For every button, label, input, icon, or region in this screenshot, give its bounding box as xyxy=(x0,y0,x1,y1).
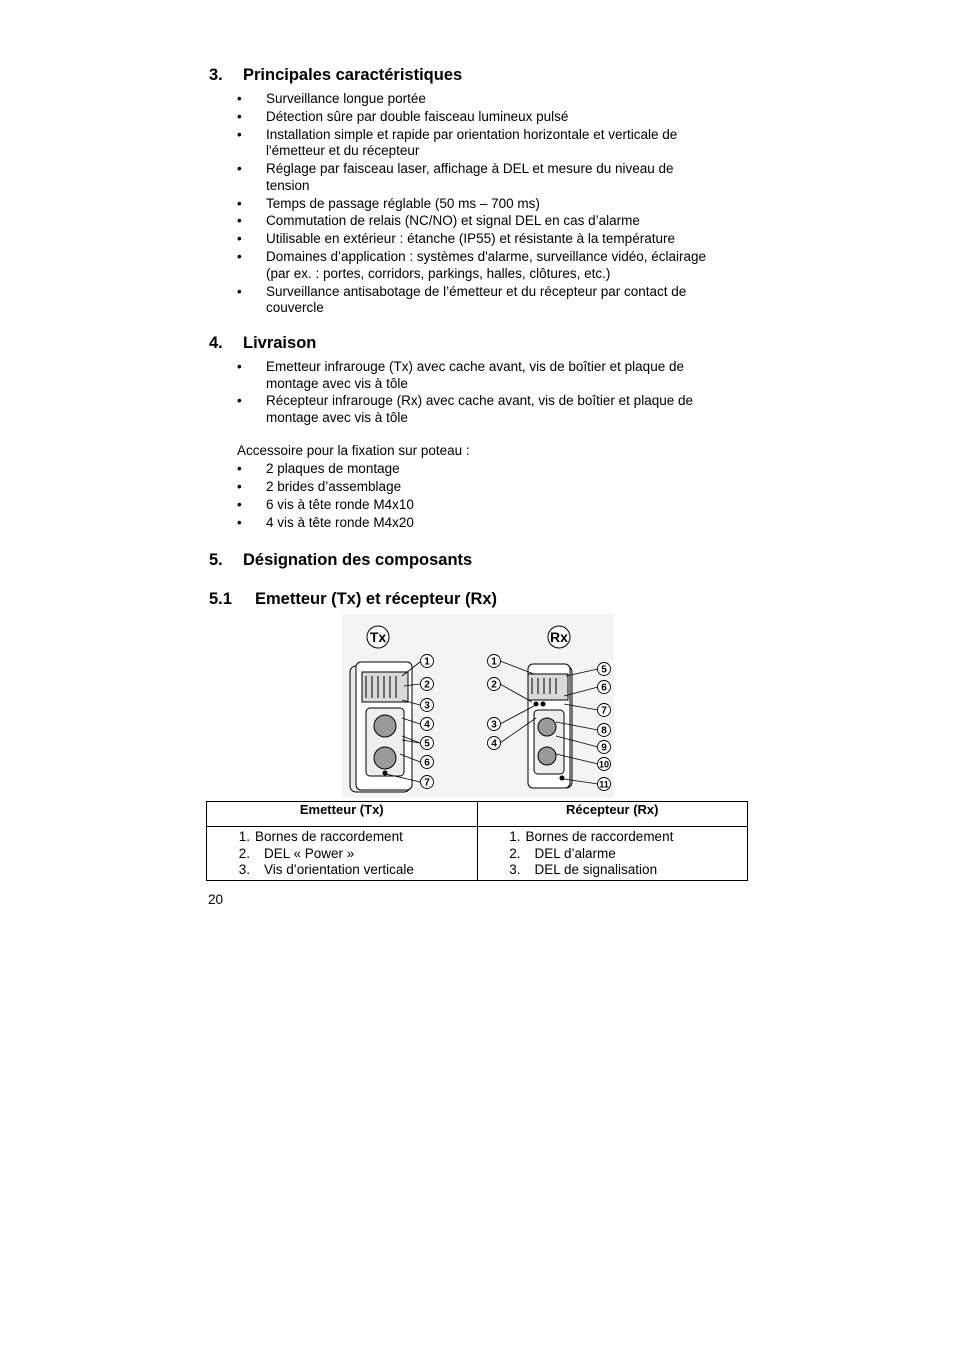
section-5-1-heading xyxy=(209,590,498,609)
list-item: • Surveillance longue portée xyxy=(237,91,426,106)
accessory-list xyxy=(237,461,717,533)
section-number: 4. xyxy=(209,334,223,352)
rx-components-cell xyxy=(477,827,748,881)
section-title: Désignation des composants xyxy=(243,551,473,569)
list-item: • 6 vis à tête ronde M4x10 xyxy=(237,496,414,512)
rx-callout-6: 6 xyxy=(601,682,607,694)
tx-callout-2: 2 xyxy=(424,679,430,691)
tx-components-cell xyxy=(207,827,478,881)
list-item: • 2 plaques de montage xyxy=(237,461,400,476)
list-item: • Détection sûre par double faisceau lumineux pulsé xyxy=(237,108,569,124)
section-number: 3. xyxy=(209,66,223,84)
column-header-rx: Récepteur (Rx) xyxy=(477,802,748,827)
rx-callout-8: 8 xyxy=(601,725,607,737)
rx-callout-7: 7 xyxy=(601,705,607,717)
list-item: • Installation simple et rapide par orientation horizontale et verticale de l'émetteur et du récepteur xyxy=(237,126,678,159)
tx-label: Tx xyxy=(369,629,387,645)
page-number: 20 xyxy=(208,892,224,907)
list-item: • Domaines d’application : systèmes d'alarme, surveillance vidéo, éclairage (par ex. : portes, corridors, parkings, halles, clôtures, etc.) xyxy=(237,249,707,281)
list-item: • Emetteur infrarouge (Tx) avec cache avant, vis de boîtier et plaque de montage avec vis à tôle xyxy=(237,359,684,391)
list-item: • Surveillance antisabotage de l’émetteur et du récepteur par contact de couvercle xyxy=(237,283,687,316)
list-item: • Temps de passage réglable (50 ms – 700 ms) xyxy=(237,195,540,211)
rx-callout-4: 4 xyxy=(491,738,497,750)
list-item: 2. DEL « Power » xyxy=(238,845,355,861)
tx-callout-7: 7 xyxy=(424,777,430,789)
section-title: Principales caractéristiques xyxy=(243,66,463,84)
section-title: Emetteur (Tx) et récepteur (Rx) xyxy=(255,590,498,608)
rx-callout-10: 10 xyxy=(598,759,610,770)
rx-label: Rx xyxy=(550,629,568,645)
tx-callout-1: 1 xyxy=(424,656,430,668)
rx-callout-11: 11 xyxy=(599,779,609,790)
section-title: Livraison xyxy=(243,334,317,352)
list-item: 3. Vis d’orientation verticale xyxy=(238,862,414,877)
rx-callout-1: 1 xyxy=(491,656,497,668)
rx-callout-5: 5 xyxy=(601,664,607,676)
list-item: • Réglage par faisceau laser, affichage à DEL et mesure du niveau de tension xyxy=(237,161,674,193)
section-3-heading xyxy=(209,66,463,85)
section-5-heading xyxy=(209,551,473,570)
list-item: • 2 brides d’assemblage xyxy=(237,478,402,494)
list-item: 1. Bornes de raccordement xyxy=(509,829,674,844)
rx-callout-9: 9 xyxy=(601,742,607,754)
components-table xyxy=(206,801,748,881)
delivery-list xyxy=(237,359,717,428)
column-header-tx: Emetteur (Tx) xyxy=(207,802,478,827)
list-item: 3. DEL de signalisation xyxy=(509,862,658,877)
list-item: 1. Bornes de raccordement xyxy=(238,829,403,844)
list-item: • Utilisable en extérieur : étanche (IP55) et résistante à la température xyxy=(237,231,675,247)
list-item: • 4 vis à tête ronde M4x20 xyxy=(237,514,414,530)
accessory-intro: Accessoire pour la fixation sur poteau : xyxy=(237,443,470,458)
features-list xyxy=(237,91,717,318)
rx-components-list xyxy=(478,829,748,879)
tx-components-list xyxy=(207,829,477,879)
tx-callout-3: 3 xyxy=(424,700,430,712)
receiver-device xyxy=(528,664,572,788)
tx-callout-6: 6 xyxy=(424,757,430,769)
section-number: 5. xyxy=(209,551,223,569)
rx-callout-2: 2 xyxy=(491,679,497,691)
tx-callout-4: 4 xyxy=(424,719,430,731)
components-figure xyxy=(342,614,614,798)
section-number: 5.1 xyxy=(209,590,232,608)
transmitter-device xyxy=(350,662,412,792)
table-header-row xyxy=(207,802,748,827)
list-item: 2. DEL d’alarme xyxy=(509,845,616,861)
section-4-heading xyxy=(209,334,317,353)
rx-callout-3: 3 xyxy=(491,719,497,731)
tx-callout-5: 5 xyxy=(424,738,430,750)
list-item: • Commutation de relais (NC/NO) et signal DEL en cas d’alarme xyxy=(237,213,640,229)
table-row xyxy=(207,827,748,881)
list-item: • Récepteur infrarouge (Rx) avec cache avant, vis de boîtier et plaque de montage avec vis à tôle xyxy=(237,393,693,425)
